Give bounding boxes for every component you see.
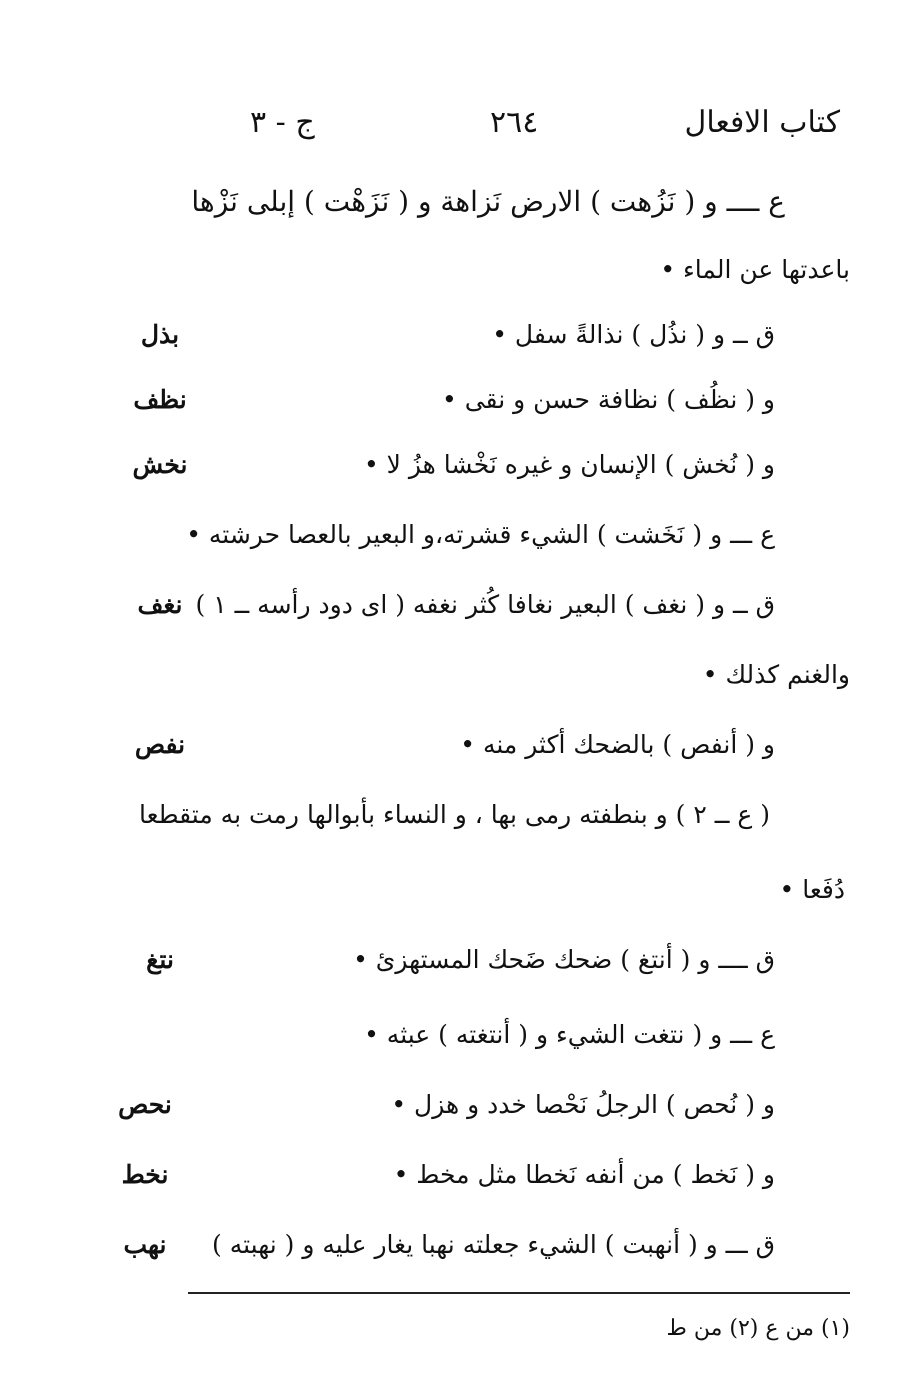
margin-root: نخش xyxy=(132,450,188,479)
margin-root: نظف xyxy=(133,385,187,414)
volume-label: ج - ٣ xyxy=(250,105,315,140)
text-line: ق ــــ و ( أنتغ ) ضحك ضَحك المستهزئ • xyxy=(353,945,775,974)
text-line: ع ـــ و ( نَخَشت ) الشيء قشرته،و البعير بالعصا حرشته • xyxy=(186,520,775,549)
text-line: و ( نُخش ) الإنسان و غيره نَخْشا هزُ لا • xyxy=(363,450,775,479)
footnote-divider xyxy=(188,1292,850,1294)
text-line: دُفَعا • xyxy=(779,875,845,904)
text-line: ع ــــ و ( نَزُهت ) الارض نَزاهة و ( نَزَهْت ) إبلى نَزْها xyxy=(191,185,785,218)
text-line: ق ـــ و ( أنهبت ) الشيء جعلته نهبا يغار عليه و ( نهبته ) xyxy=(212,1230,775,1259)
margin-root: نغف xyxy=(137,590,183,619)
book-title: كتاب الافعال xyxy=(684,105,840,140)
footnote: (١) من ع (٢) من ط xyxy=(666,1316,850,1341)
text-line: باعدتها عن الماء • xyxy=(660,255,850,284)
text-line: ( ع ــ ٢ ) و بنطفته رمى بها ، و النساء بأبوالها رمت به متقطعا xyxy=(138,800,770,829)
margin-root: نفص xyxy=(134,730,186,759)
text-line: و ( نُحص ) الرجلُ نَحْصا خدد و هزل • xyxy=(391,1090,775,1119)
margin-root: نهب xyxy=(123,1230,167,1259)
text-line: و ( أنفص ) بالضحك أكثر منه • xyxy=(460,730,775,759)
page-header xyxy=(230,105,840,155)
margin-root: نحص xyxy=(118,1090,172,1119)
text-line: و ( نَخط ) من أنفه نَخطا مثل مخط • xyxy=(393,1160,775,1189)
margin-root: نخط xyxy=(121,1160,169,1189)
text-line: ق ــ و ( نغف ) البعير نغافا كُثر نغفه ( اى دود رأسه ــ ١ ) xyxy=(195,590,775,619)
text-line: ق ــ و ( نذُل ) نذالةً سفل • xyxy=(492,320,775,349)
margin-root: نتغ xyxy=(146,945,174,974)
margin-root: بذل xyxy=(140,320,180,349)
text-line: ع ـــ و ( نتغت الشيء و ( أنتغته ) عبثه • xyxy=(364,1020,775,1049)
text-line: و ( نظُف ) نظافة حسن و نقى • xyxy=(442,385,775,414)
text-line: والغنم كذلك • xyxy=(702,660,850,689)
page-number: ٢٦٤ xyxy=(490,105,539,140)
